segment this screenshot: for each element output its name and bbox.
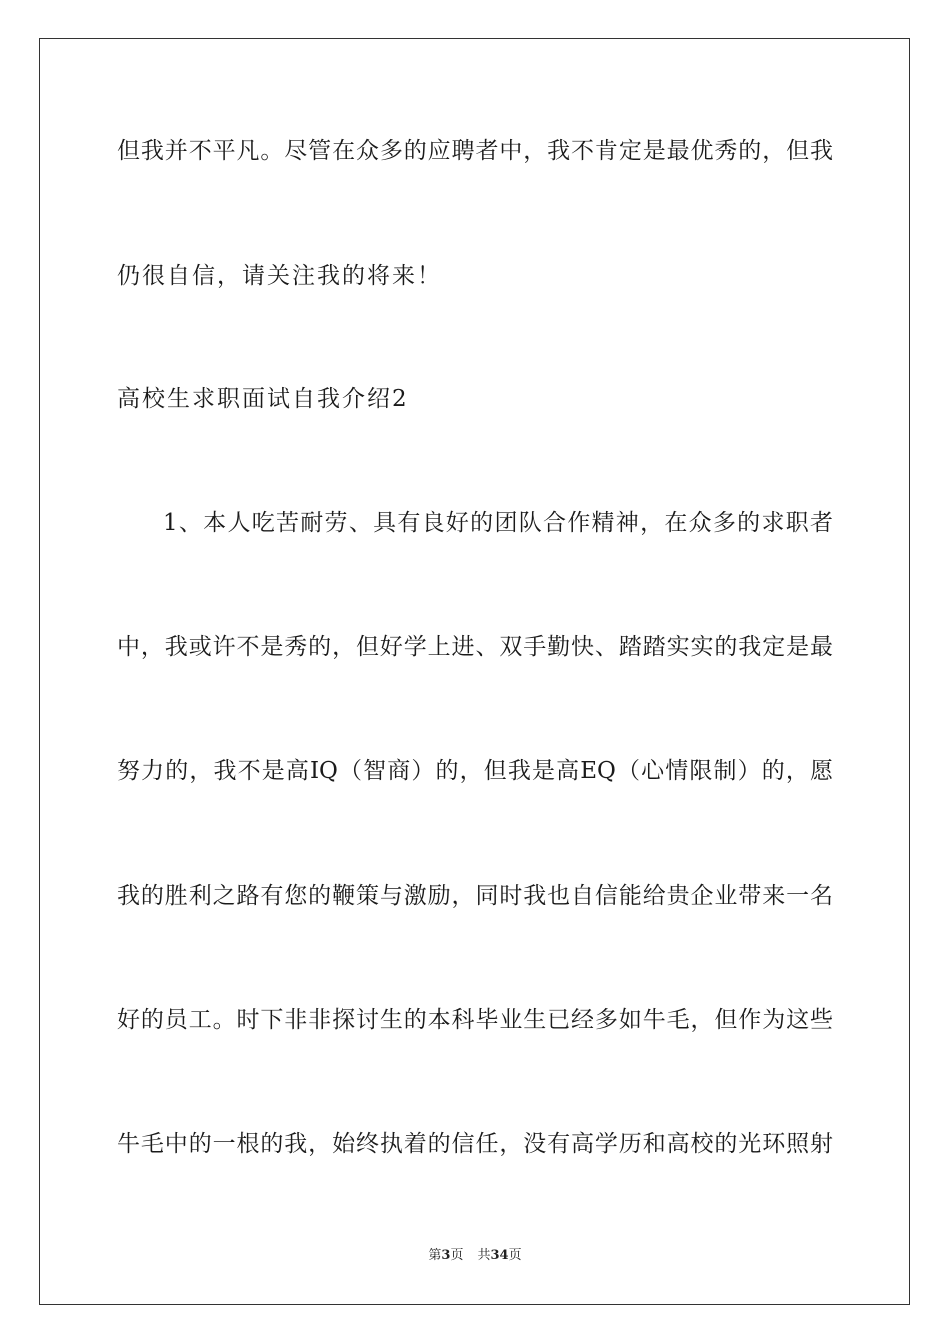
footer-page-number: 3 [441,1248,451,1263]
body-text-line-3: 1、本人吃苦耐劳、具有良好的团队合作精神，在众多的求职者 [163,510,833,536]
body-text-line-6: 我的胜利之路有您的鞭策与激励，同时我也自信能给贵企业带来一名 [117,883,833,909]
footer-page-prefix: 第 [428,1248,442,1263]
section-heading: 高校生求职面试自我介绍2 [117,386,409,412]
body-text-line-5: 努力的，我不是高IQ（智商）的，但我是高EQ（心情限制）的，愿 [117,758,833,784]
body-text-line-1: 但我并不平凡。尽管在众多的应聘者中，我不肯定是最优秀的，但我 [117,138,833,164]
body-text-line-8: 牛毛中的一根的我，始终执着的信任，没有高学历和高校的光环照射 [117,1131,833,1157]
body-text-line-7: 好的员工。时下非非探讨生的本科毕业生已经多如牛毛，但作为这些 [117,1007,833,1033]
footer-total-pages: 34 [490,1248,509,1263]
body-text-line-2: 仍很自信，请关注我的将来！ [117,263,442,289]
page-border [39,38,910,1305]
body-text-line-4: 中，我或许不是秀的，但好学上进、双手勤快、踏踏实实的我定是最 [117,634,833,660]
page-footer [0,1247,950,1265]
footer-total-suffix: 页 [508,1248,522,1263]
footer-page-suffix: 页 [450,1248,464,1263]
footer-total-prefix: 共 [477,1248,491,1263]
